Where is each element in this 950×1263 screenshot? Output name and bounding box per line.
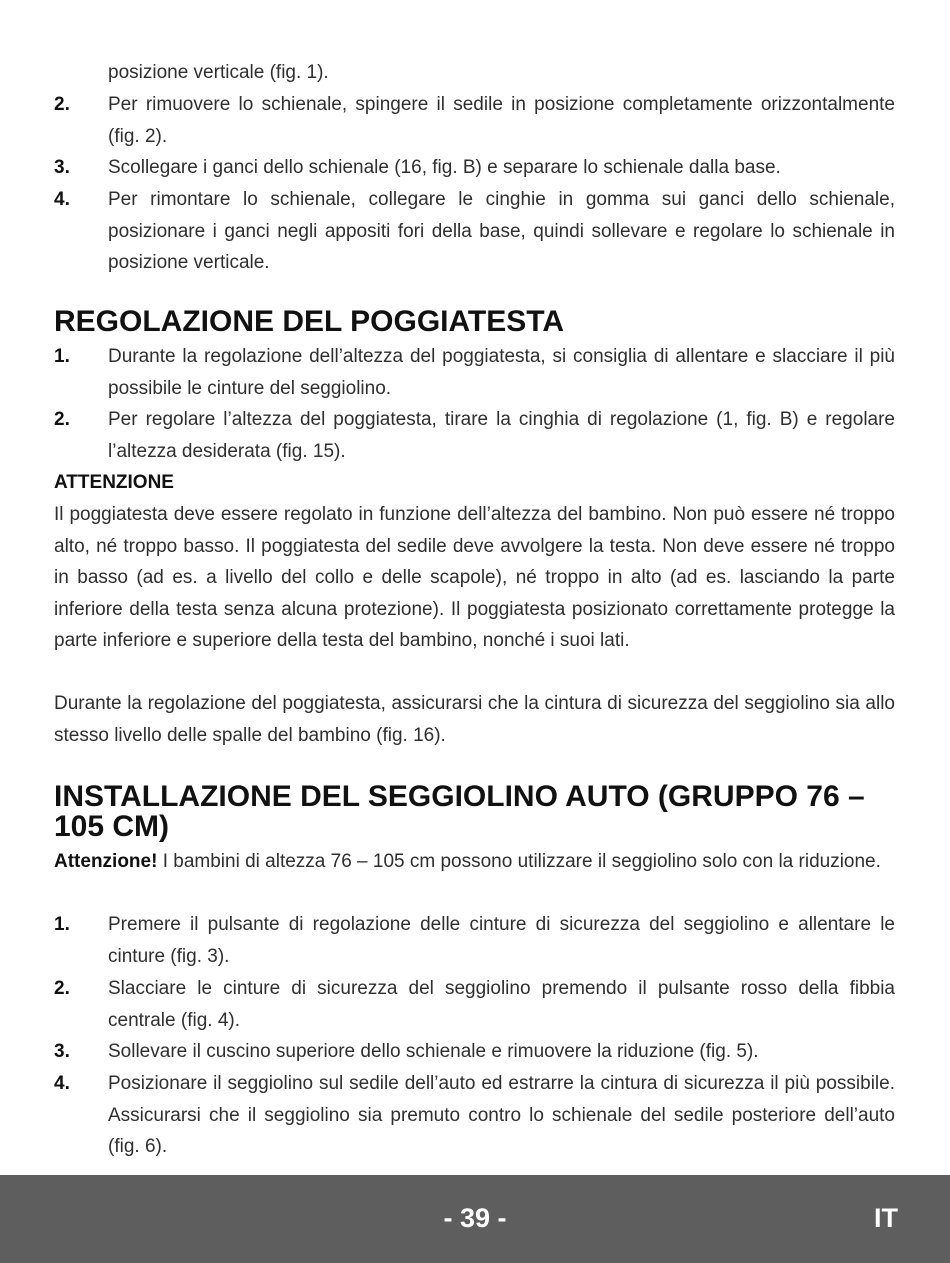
- step-number: 3.: [54, 1041, 70, 1062]
- page-footer: [0, 1175, 950, 1263]
- list-item: [54, 909, 895, 972]
- step-number: 4.: [54, 1073, 70, 1094]
- step-text: Scollegare i ganci dello schienale (16, fig. B) e separare lo schienale dalla base.: [108, 157, 781, 178]
- page-number: - 39 -: [443, 1203, 507, 1233]
- warning-label: ATTENZIONE: [54, 472, 174, 493]
- step-text: Durante la regolazione dell’altezza del poggiatesta, si consiglia di allentare e slacciare il più possibile le cinture del seggiolino.: [108, 346, 895, 399]
- list-item: [54, 341, 895, 404]
- step-text: Sollevare il cuscino superiore dello schienale e rimuovere la riduzione (fig. 5).: [108, 1041, 759, 1062]
- language-code: IT: [874, 1203, 898, 1233]
- list-item: [54, 973, 895, 1036]
- note-paragraph: [54, 846, 895, 878]
- step-text: Slacciare le cinture di sicurezza del seggiolino premendo il pulsante rosso della fibbia centrale (fig. 4).: [108, 978, 895, 1031]
- list-item: [54, 184, 895, 279]
- step-number: 2.: [54, 94, 70, 115]
- continued-step-text: posizione verticale (fig. 1).: [108, 62, 329, 83]
- section-title-installation: INSTALLAZIONE DEL SEGGIOLINO AUTO (GRUPPO 76 – 105 CM): [54, 780, 865, 843]
- step-text: Per rimontare lo schienale, collegare le cinghie in gomma sui ganci dello schienale, posizionare i ganci negli appositi fori della base, quindi sollevare e regolare lo schienale in posizione verticale.: [108, 189, 895, 273]
- list-item: [54, 1068, 895, 1163]
- list-item: [54, 89, 895, 152]
- step-text: Premere il pulsante di regolazione delle cinture di sicurezza del seggiolino e allentare le cinture (fig. 3).: [108, 914, 895, 967]
- list-item: [54, 1036, 895, 1068]
- warning-paragraph: Il poggiatesta deve essere regolato in funzione dell’altezza del bambino. Non può essere né troppo alto, né troppo basso. Il poggiatesta del sedile deve avvolgere la testa. Non deve essere né troppo in basso (ad es. a livello del collo e delle scapole), né troppo in alto (ad es. lasciando la parte inferiore della testa senza alcuna protezione). Il poggiatesta posizionato correttamente protegge la parte inferiore e superiore della testa del bambino, nonché i suoi lati.: [54, 504, 895, 651]
- step-number: 2.: [54, 409, 70, 430]
- step-number: 2.: [54, 978, 70, 999]
- section-title-headrest: REGOLAZIONE DEL POGGIATESTA: [54, 305, 565, 338]
- list-item: [54, 404, 895, 467]
- note-text: I bambini di altezza 76 – 105 cm possono utilizzare il seggiolino solo con la riduzione.: [157, 851, 881, 872]
- list-item: [54, 152, 895, 184]
- step-text: Per rimuovere lo schienale, spingere il sedile in posizione completamente orizzontalmente (fig. 2).: [108, 94, 895, 147]
- step-text: Posizionare il seggiolino sul sedile dell’auto ed estrarre la cintura di sicurezza il più possibile. Assicurarsi che il seggiolino sia premuto contro lo schienale del sedile posteriore dell’auto (fig. 6).: [108, 1073, 895, 1157]
- step-number: 1.: [54, 914, 70, 935]
- step-number: 3.: [54, 157, 70, 178]
- step-number: 1.: [54, 346, 70, 367]
- step-text: Per regolare l’altezza del poggiatesta, tirare la cinghia di regolazione (1, fig. B) e regolare l’altezza desiderata (fig. 15).: [108, 409, 895, 462]
- note-label: Attenzione!: [54, 851, 158, 872]
- step-number: 4.: [54, 189, 70, 210]
- warning-paragraph: Durante la regolazione del poggiatesta, assicurarsi che la cintura di sicurezza del seggiolino sia allo stesso livello delle spalle del bambino (fig. 16).: [54, 693, 895, 746]
